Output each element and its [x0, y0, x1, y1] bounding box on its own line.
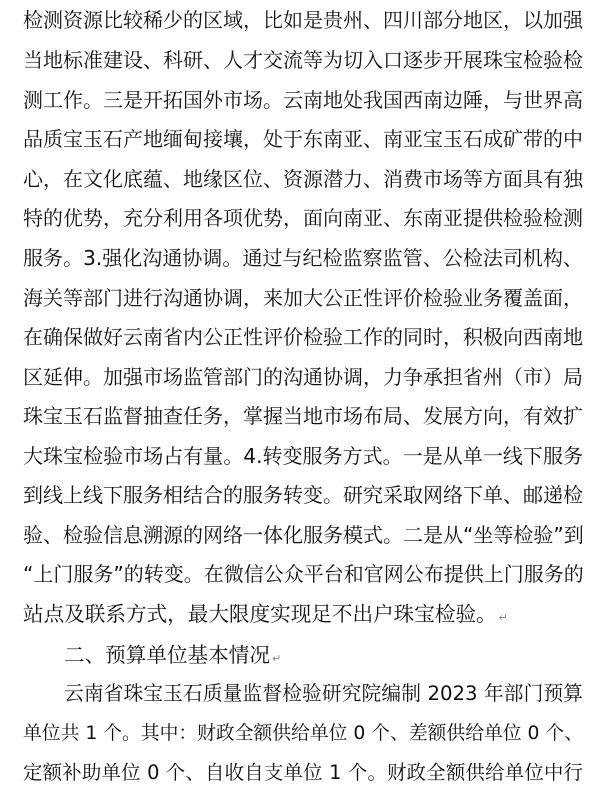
body-line-15: “上门服务”的转变。在微信公众平台和官网公布提供上门服务的 [23, 562, 584, 586]
body-line-4: 品质宝玉石产地缅甸接壤，处于东南亚、南亚宝玉石成矿带的中 [23, 127, 583, 151]
body-line-7: 服务。3.强化沟通协调。通过与纪检监察监管、公检法司机构、 [23, 246, 583, 270]
section-line-3: 定额补助单位 0 个、自收自支单位 1 个。财政全额供给单位中行 [23, 761, 583, 784]
body-line-3: 测工作。三是开拓国外市场。云南地处我国西南边陲，与世界高 [23, 88, 583, 112]
body-line-9: 在确保做好云南省内公正性评价检验工作的同时，积极向西南地 [23, 325, 583, 349]
section-heading [64, 637, 583, 673]
body-line-1: 检测资源比较稀少的区域，比如是贵州、四川部分地区，以加强 [23, 8, 583, 32]
section-heading-text: 二、预算单位基本情况 [64, 643, 270, 667]
paragraph-mark: ↵ [498, 611, 508, 624]
body-line-12: 大珠宝检验市场占有量。4.转变服务方式。一是从单一线下服务 [23, 444, 583, 468]
body-line-16 [23, 596, 583, 632]
body-line-8: 海关等部门进行沟通协调，来加大公正性评价检验业务覆盖面， [23, 286, 583, 310]
body-line-13: 到线上线下服务相结合的服务转变。研究采取网络下单、邮递检 [23, 483, 583, 507]
section-line-1: 云南省珠宝玉石质量监督检验研究院编制 2023 年部门预算 [64, 682, 583, 705]
body-line-5: 心，在文化底蕴、地缘区位、资源潜力、消费市场等方面具有独 [23, 167, 583, 191]
body-line-6: 特的优势，充分利用各项优势，面向南亚、东南亚提供检验检测 [23, 206, 583, 230]
body-line-16-text: 站点及联系方式，最大限度实现足不出户珠宝检验。 [23, 602, 497, 626]
body-line-10: 区延伸。加强市场监管部门的沟通协调，力争承担省州（市）局 [23, 365, 583, 389]
paragraph-mark: ↵ [271, 652, 282, 665]
body-line-11: 珠宝玉石监督抽查任务，掌握当地市场布局、发展方向，有效扩 [23, 404, 583, 428]
body-line-2: 当地标准建设、科研、人才交流等为切入口逐步开展珠宝检验检 [23, 48, 583, 72]
body-line-14: 验、检验信息溯源的网络一体化服务模式。二是从“坐等检验”到 [23, 523, 584, 547]
section-line-2: 单位共 1 个。其中：财政全额供给单位 0 个、差额供给单位 0 个、 [23, 723, 583, 744]
